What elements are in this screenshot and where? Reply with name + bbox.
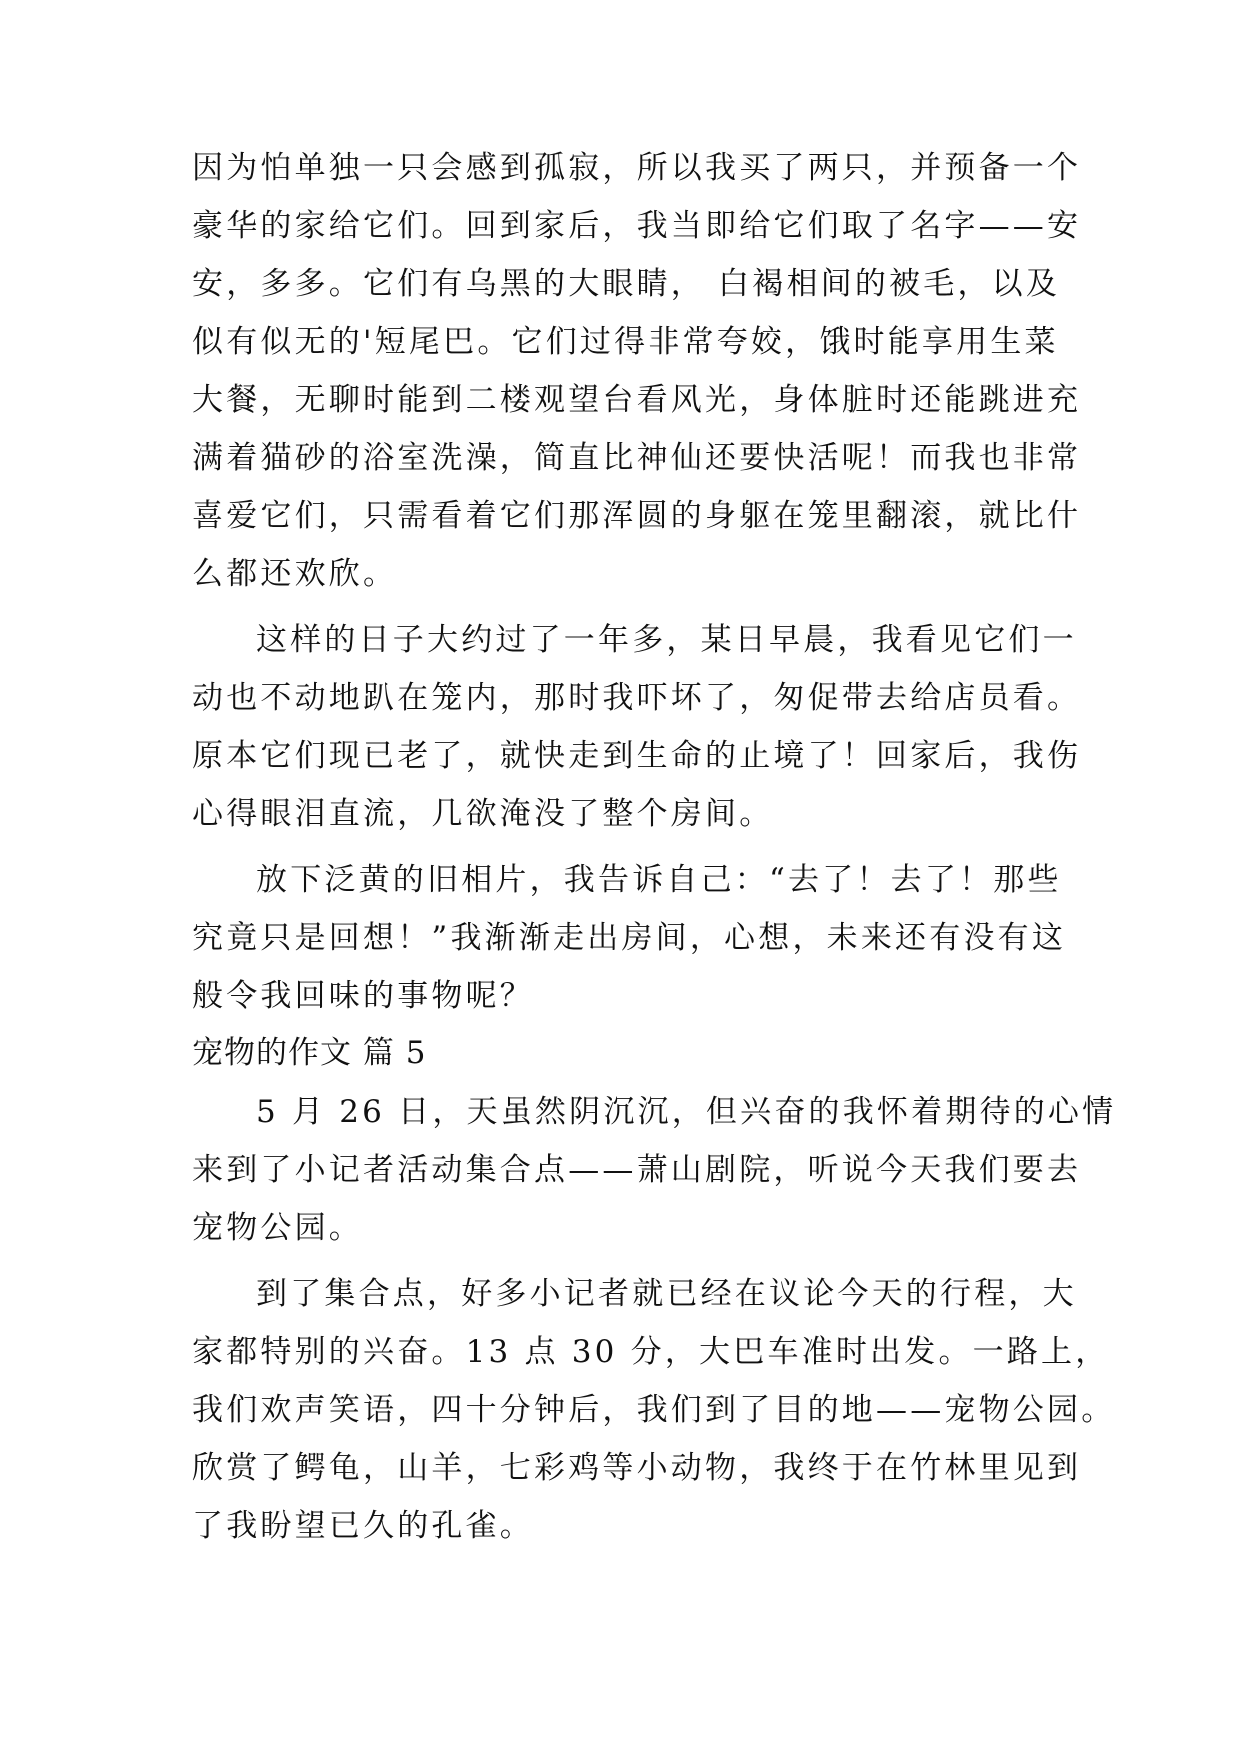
paragraph-1-line-3: 安，多多。它们有乌黑的大眼睛， 白褐相间的被毛，以及 [192, 266, 1061, 302]
paragraph-5-line-3: 我们欢声笑语，四十分钟后，我们到了目的地——宠物公园。 [192, 1392, 1116, 1428]
paragraph-5-line-2: 家都特别的兴奋。13 点 30 分，大巴车准时出发。一路上， [192, 1334, 1110, 1370]
paragraph-1-line-8: 么都还欢欣。 [192, 556, 398, 592]
paragraph-1-line-7: 喜爱它们，只需看着它们那浑圆的身躯在笼里翻滚，就比什 [192, 498, 1082, 534]
paragraph-3-line-1: 放下泛黄的旧相片，我告诉自己：“去了！去了！那些 [256, 862, 1062, 898]
paragraph-3-line-2: 究竟只是回想！”我渐渐走出房间，心想，未来还有没有这 [192, 920, 1067, 956]
paragraph-3-line-3: 般令我回味的事物呢？ [192, 978, 534, 1014]
paragraph-5-line-4: 欣赏了鳄龟，山羊，七彩鸡等小动物，我终于在竹林里见到 [192, 1450, 1082, 1486]
paragraph-2-line-2: 动也不动地趴在笼内，那时我吓坏了，匆促带去给店员看。 [192, 680, 1082, 716]
paragraph-1-line-5: 大餐，无聊时能到二楼观望台看风光，身体脏时还能跳进充 [192, 382, 1082, 418]
section-heading: 宠物的作文 篇 5 [192, 1035, 427, 1071]
paragraph-2-line-3: 原本它们现已老了，就快走到生命的止境了！回家后，我伤 [192, 738, 1082, 774]
paragraph-2-line-1: 这样的日子大约过了一年多，某日早晨，我看见它们一 [256, 622, 1077, 658]
paragraph-4-line-2: 来到了小记者活动集合点——萧山剧院，听说今天我们要去 [192, 1152, 1082, 1188]
paragraph-1-line-6: 满着猫砂的浴室洗澡，简直比神仙还要快活呢！而我也非常 [192, 440, 1082, 476]
paragraph-1-line-4: 似有似无的'短尾巴。它们过得非常夸姣，饿时能享用生菜 [192, 324, 1059, 360]
paragraph-1-line-2: 豪华的家给它们。回到家后，我当即给它们取了名字——安 [192, 208, 1082, 244]
paragraph-5-line-1: 到了集合点，好多小记者就已经在议论今天的行程，大 [256, 1276, 1077, 1312]
paragraph-2-line-4: 心得眼泪直流，几欲淹没了整个房间。 [192, 796, 774, 832]
paragraph-4-line-1: 5 月 26 日，天虽然阴沉沉，但兴奋的我怀着期待的心情 [256, 1094, 1117, 1130]
paragraph-1-line-1: 因为怕单独一只会感到孤寂，所以我买了两只，并预备一个 [192, 150, 1082, 186]
paragraph-4-line-3: 宠物公园。 [192, 1210, 363, 1246]
paragraph-5-line-5: 了我盼望已久的孔雀。 [192, 1508, 534, 1544]
